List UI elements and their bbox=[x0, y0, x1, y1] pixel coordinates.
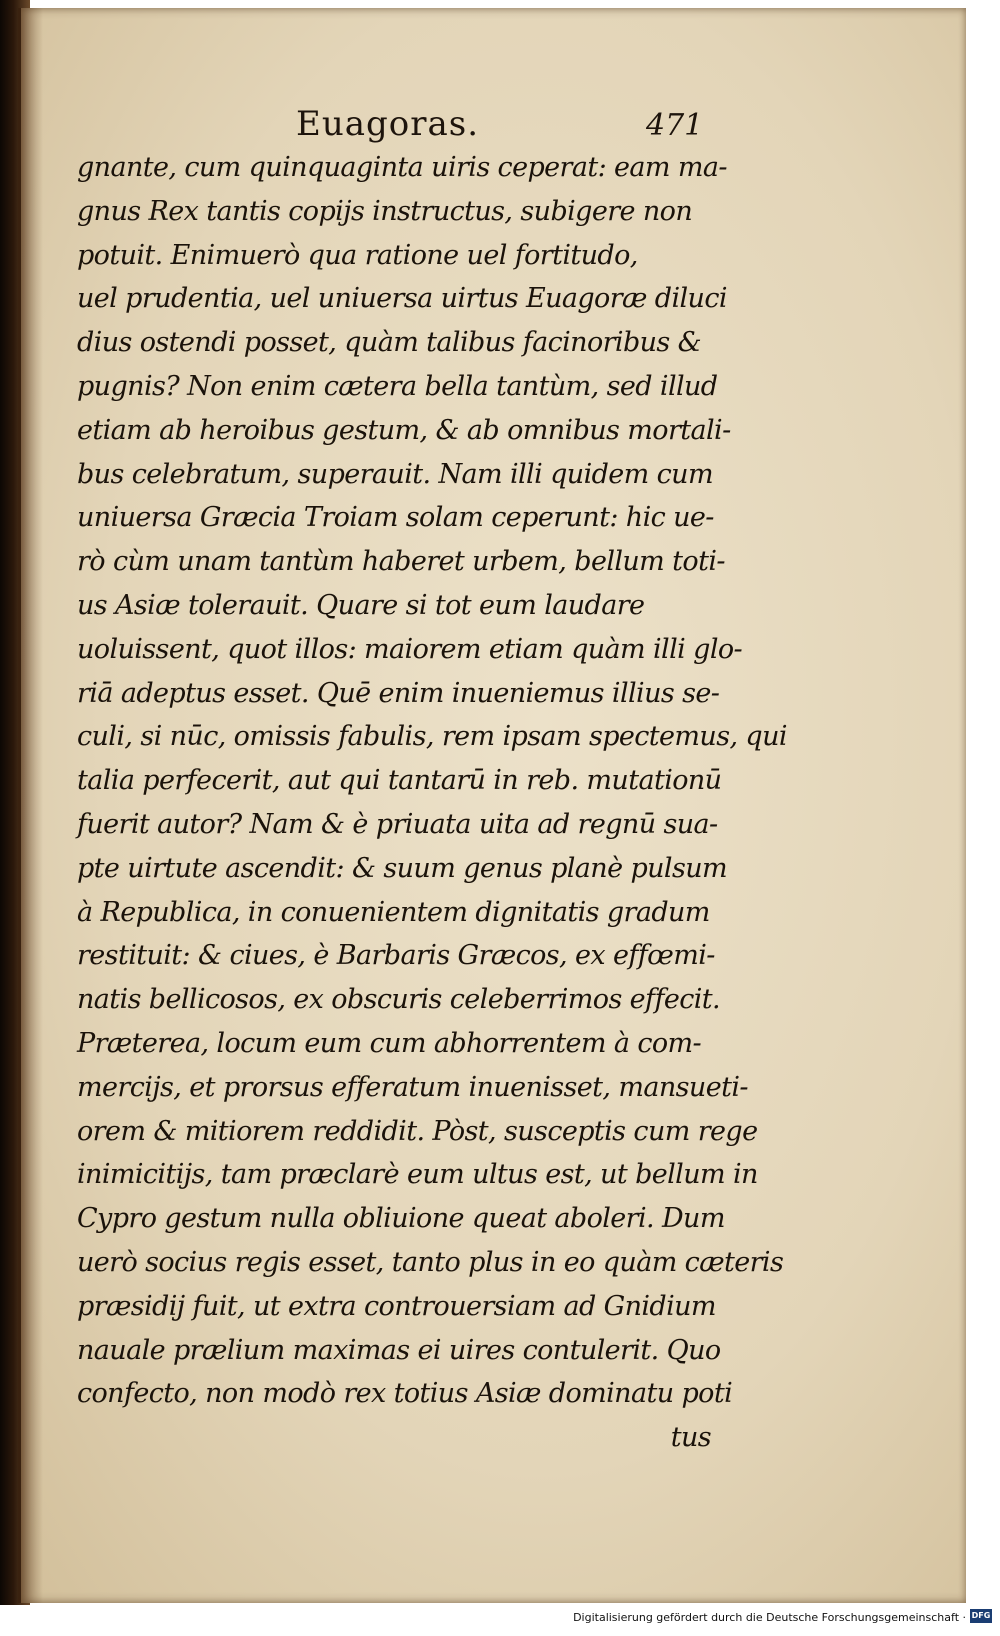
text-line: pte uirtute ascendit: & suum genus planè pulsum bbox=[77, 852, 728, 884]
text-line: gnante, cum quinquaginta uiris ceperat: eam ma- bbox=[77, 152, 727, 183]
page-gutter-shadow bbox=[21, 8, 43, 1603]
text-line: inimicitijs, tam præclarè eum ultus est, ut bellum in bbox=[77, 1159, 758, 1191]
text-line: dius ostendi posset, quàm talibus facinoribus & bbox=[77, 327, 702, 359]
text-line: rò cùm unam tantùm haberet urbem, bellum toti- bbox=[77, 546, 725, 578]
text-line: restituit: & ciues, è Barbaris Græcos, ex effœmi- bbox=[77, 940, 715, 972]
text-line: orem & mitiorem reddidit. Pòst, susceptis cum rege bbox=[77, 1115, 758, 1147]
text-line: potuit. Enimuerò qua ratione uel fortitudo, bbox=[77, 239, 638, 271]
text-line: uerò socius regis esset, tanto plus in eo quàm cæteris bbox=[77, 1246, 784, 1278]
text-line: riā adeptus esset. Quē enim inueniemus illius se- bbox=[77, 677, 720, 709]
text-line: uniuersa Græcia Troiam solam ceperunt: hic ue- bbox=[77, 502, 714, 534]
text-line: culi, si nūc, omissis fabulis, rem ipsam spectemus, qui bbox=[77, 721, 787, 753]
text-line: fuerit autor? Nam & è priuata uita ad regnū sua- bbox=[77, 808, 718, 840]
text-line: confecto, non modò rex totius Asiæ dominatu poti bbox=[77, 1378, 733, 1410]
text-line: gnus Rex tantis copijs instructus, subigere non bbox=[77, 195, 693, 227]
dfg-logo: DFG bbox=[970, 1609, 992, 1623]
text-line: nauale prælium maximas ei uires contulerit. Quo bbox=[77, 1334, 721, 1366]
text-line: Cypro gestum nulla obliuione queat aboleri. Dum bbox=[77, 1203, 725, 1235]
text-line: uoluissent, quot illos: maiorem etiam quàm illi glo- bbox=[77, 633, 743, 665]
text-line: pugnis? Non enim cætera bella tantùm, sed illud bbox=[77, 370, 718, 402]
funding-credit: Digitalisierung gefördert durch die Deutsche Forschungsgemeinschaft · bbox=[573, 1611, 966, 1624]
page-number: 471 bbox=[646, 108, 704, 143]
text-line: præsidij fuit, ut extra controuersiam ad Gnidium bbox=[77, 1290, 716, 1322]
text-line: Præterea, locum eum cum abhorrentem à com- bbox=[77, 1027, 702, 1059]
body-text bbox=[77, 146, 787, 1460]
text-line: natis bellicosos, ex obscuris celeberrimos effecit. bbox=[77, 984, 721, 1016]
text-line: bus celebratum, superauit. Nam illi quidem cum bbox=[77, 458, 713, 490]
catchword: tus bbox=[670, 1422, 711, 1454]
text-line: us Asiæ tolerauit. Quare si tot eum laudare bbox=[77, 589, 645, 621]
book-page bbox=[18, 8, 966, 1603]
text-line: mercijs, et prorsus efferatum inuenisset, mansueti- bbox=[77, 1071, 748, 1103]
text-line: à Republica, in conuenientem dignitatis gradum bbox=[77, 896, 710, 928]
text-line: talia perfecerit, aut qui tantarū in reb. mutationū bbox=[77, 765, 722, 797]
running-head: Euagoras. bbox=[296, 104, 480, 144]
text-line: etiam ab heroibus gestum, & ab omnibus mortali- bbox=[77, 414, 731, 446]
text-line: uel prudentia, uel uniuersa uirtus Euagoræ diluci bbox=[77, 283, 727, 315]
